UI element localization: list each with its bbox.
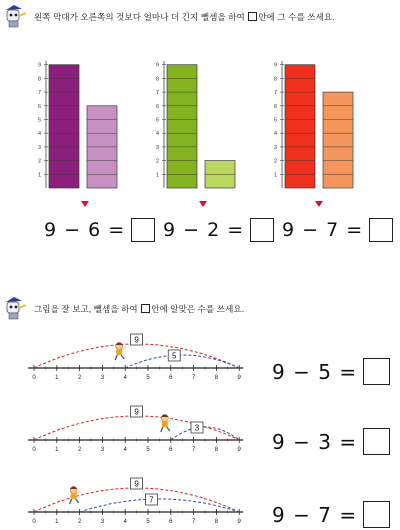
minus-sign: − [302,219,320,241]
tick-label: 1 [155,172,159,179]
child-figure-icon [115,343,126,361]
tick-label: 4 [273,131,277,138]
number-line-label: 0 [32,447,36,453]
number-line-label: 2 [77,375,82,381]
blue-arc [171,427,239,440]
equation-3 [282,218,393,242]
equals-sign: = [227,219,245,241]
bar-right [87,106,117,188]
number-line-label: 2 [77,447,82,453]
subtrahend: 2 [207,219,221,241]
number-line-3 [26,470,248,530]
minuend: 9 [272,429,286,454]
minuend: 9 [44,219,58,241]
tick-label: 7 [37,90,41,97]
equation-5 [272,428,390,455]
tick-label: 5 [37,117,41,124]
tick-label: 5 [155,117,159,124]
answer-box-symbol [141,304,150,313]
down-arrow-icon [199,201,207,207]
down-arrow-icon [81,201,89,207]
tick-label: 2 [273,158,277,165]
arc-label-small: 7 [149,495,154,505]
tick-label: 3 [273,144,277,151]
tick-label: 3 [155,144,159,151]
number-line-label: 7 [191,375,196,381]
tick-label: 2 [155,158,159,165]
number-line-1 [26,326,248,386]
minus-sign: − [183,219,201,241]
number-line-label: 9 [237,375,241,381]
tick-label: 8 [273,76,277,83]
number-line-label: 2 [77,519,82,525]
number-line-label: 9 [237,447,241,453]
equation-4 [272,358,390,385]
equation-2 [163,218,274,242]
answer-box[interactable] [363,358,390,385]
robot-mascot-icon [2,296,28,322]
tick-label: 4 [37,131,41,138]
tick-label: 3 [37,144,41,151]
instruction-2 [0,296,244,322]
arc-label-big: 9 [134,335,139,345]
arc-label-big: 9 [134,407,139,417]
minuend: 9 [163,219,177,241]
number-line-label: 6 [169,375,173,381]
subtrahend: 5 [318,359,332,384]
red-arc [34,344,239,368]
tick-label: 6 [37,103,41,110]
subtrahend: 7 [318,502,332,527]
number-line-label: 0 [32,375,36,381]
equals-sign: = [339,359,358,384]
equals-sign: = [339,429,358,454]
tick-label: 6 [155,103,159,110]
instruction-2-text: 그림을 잘 보고, 뺄셈을 하여 안에 알맞은 수를 쓰세요. [34,304,245,314]
number-line-label: 6 [169,447,173,453]
number-line-label: 8 [214,447,219,453]
minuend: 9 [282,219,296,241]
tick-label: 2 [37,158,41,165]
number-line-label: 0 [32,519,36,525]
tick-label: 1 [273,172,277,179]
number-line-label: 4 [123,447,127,453]
number-line-label: 4 [123,375,127,381]
arc-label-big: 9 [134,479,139,489]
red-arc [34,488,239,512]
down-arrow-icon [315,201,323,207]
answer-box[interactable] [369,218,393,242]
tick-label: 5 [273,117,277,124]
arc-label-small: 3 [194,423,200,433]
robot-mascot-icon [2,4,28,30]
subtrahend: 7 [326,219,340,241]
number-line-label: 5 [146,447,150,453]
number-line-2 [26,398,248,458]
number-line-label: 7 [191,447,196,453]
number-line-label: 8 [214,375,219,381]
tick-label: 8 [155,76,159,83]
bar-right [205,161,235,188]
blue-arc [125,355,239,368]
number-line-label: 3 [100,519,105,525]
bar-chart-2 [152,42,248,192]
bar-left [285,65,315,188]
equation-6 [272,501,390,528]
number-line-label: 3 [100,447,105,453]
tick-label: 7 [155,90,159,97]
tick-label: 9 [155,62,159,69]
tick-label: 4 [155,131,159,138]
equals-sign: = [339,502,358,527]
tick-label: 9 [273,62,277,69]
minuend: 9 [272,502,286,527]
tick-label: 8 [37,76,41,83]
number-line-label: 8 [214,519,219,525]
bar-left [49,65,79,188]
answer-box[interactable] [363,501,390,528]
bar-chart-3 [270,42,366,192]
answer-box[interactable] [250,218,274,242]
answer-box[interactable] [363,428,390,455]
subtrahend: 3 [318,429,332,454]
number-line-label: 4 [123,519,127,525]
number-line-label: 5 [146,519,150,525]
minus-sign: − [293,359,311,384]
subtrahend: 6 [88,219,102,241]
number-line-label: 1 [55,519,59,525]
number-line-label: 6 [169,519,173,525]
minus-sign: − [64,219,82,241]
equals-sign: = [346,219,364,241]
equation-1 [44,218,155,242]
child-figure-icon [161,415,172,433]
bar-left [167,65,197,188]
red-arc [34,416,239,440]
tick-label: 9 [37,62,41,69]
number-line-label: 9 [237,519,241,525]
tick-label: 6 [273,103,277,110]
blue-arc [80,499,240,512]
bar-right [323,92,353,188]
number-line-label: 1 [55,375,59,381]
tick-label: 7 [273,90,277,97]
instruction-1-text: 왼쪽 막대가 오른쪽의 것보다 얼마나 더 긴지 뺄셈을 하여 안에 그 수를 쓰세요. [34,12,335,22]
number-line-label: 7 [191,519,196,525]
minuend: 9 [272,359,286,384]
number-line-label: 3 [100,375,105,381]
tick-label: 1 [37,172,41,179]
instruction-1 [0,4,335,30]
arc-label-small: 5 [171,351,177,361]
bar-chart-1 [34,42,130,192]
minus-sign: − [293,502,311,527]
number-line-label: 5 [146,375,150,381]
answer-box[interactable] [131,218,155,242]
answer-box-symbol [248,12,257,21]
equals-sign: = [108,219,126,241]
minus-sign: − [293,429,311,454]
number-line-label: 1 [55,447,59,453]
